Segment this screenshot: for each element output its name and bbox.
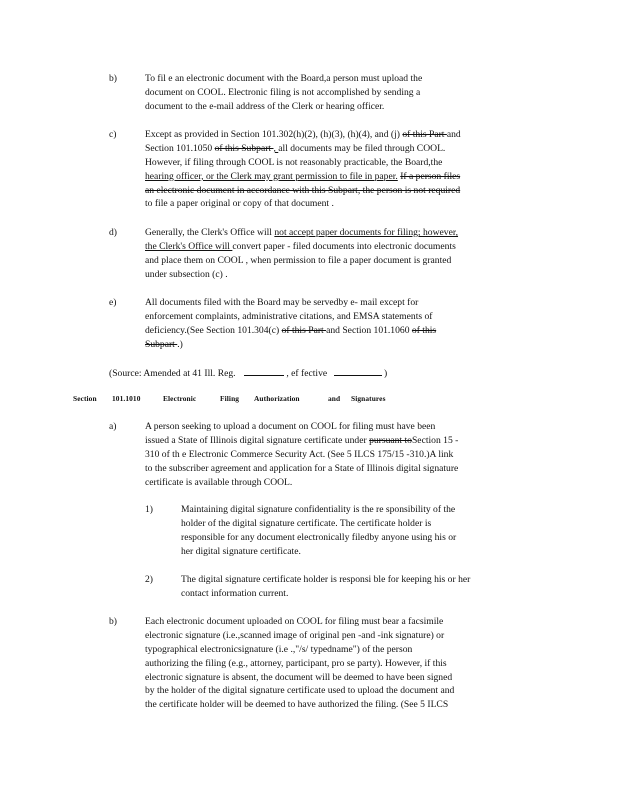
deleted-text: an electronic document in accordance with this Subpart, the person is not required <box>145 184 461 196</box>
text-line <box>145 657 454 671</box>
subsection-text <box>145 615 454 712</box>
text-segment: To fil e an electronic document with the Board,a person must upload the <box>145 73 423 84</box>
text-line <box>145 615 454 629</box>
text-segment: the certificate holder will be deemed to have authorized the filing. (See 5 ILCS <box>145 699 449 711</box>
deleted-text: of this Part <box>402 129 447 140</box>
subsection-text <box>145 420 458 489</box>
text-segment: document on COOL. Electronic filing is not accomplished by sending a <box>145 86 421 98</box>
item-label: b) <box>109 73 117 84</box>
section-title-word: Electronic <box>163 394 197 403</box>
source-middle: , ef fective <box>286 368 328 379</box>
section-word: Section <box>73 394 97 403</box>
item-label: e) <box>109 297 117 308</box>
text-line <box>181 517 456 531</box>
text-line <box>145 86 422 100</box>
text-line <box>145 296 436 310</box>
deleted-text: of this <box>411 324 437 336</box>
text-segment: convert paper - filed documents into electronic documents <box>232 240 456 252</box>
text-segment: electronic signature is absent, the document will be deemed to have been signed <box>145 671 453 683</box>
text-segment: electronic signature (i.e.,scanned image of original pen -and -ink signature) or <box>145 629 445 641</box>
text-segment: her digital signature certificate. <box>181 545 301 557</box>
deleted-text: Subpart <box>145 338 178 350</box>
text-line <box>145 338 436 352</box>
text-segment: holder of the digital signature certificate. The certificate holder is <box>181 517 432 529</box>
text-segment: The digital signature certificate holder is responsi ble for keeping his or her <box>181 574 471 585</box>
text-line <box>145 142 461 156</box>
text-line <box>145 643 454 657</box>
deleted-text: If a person files <box>400 170 461 182</box>
text-segment: 310 of th e Electronic Commerce Security Act. (See 5 ILCS 175/15 -310.)A link <box>145 448 454 460</box>
text-line <box>145 197 461 211</box>
text-segment: authorizing the filing (e.g., attorney, participant, pro se party). However, if this <box>145 657 447 669</box>
text-segment: Each electronic document uploaded on COOL for filing must bear a facsimile <box>145 616 444 627</box>
text-segment: to the subscriber agreement and application for a State of Illinois digital signature <box>145 462 459 474</box>
text-line <box>181 545 456 559</box>
text-line <box>145 434 458 448</box>
text-segment: enforcement complaints, administrative citations, and EMSA statements of <box>145 310 433 322</box>
date-blank <box>244 366 284 376</box>
text-line <box>145 254 458 268</box>
text-segment: typographical electronicsignature (i.e .,"/s/ typedname") of the person <box>145 643 413 655</box>
text-line <box>145 420 458 434</box>
item-text <box>145 226 458 282</box>
subsection-text <box>181 503 456 559</box>
text-segment: Section 101.1050 <box>145 142 215 154</box>
text-line <box>145 128 461 142</box>
item-label: d) <box>109 227 117 238</box>
item-label: c) <box>109 129 117 140</box>
text-segment: to file a paper original or copy of that document . <box>145 198 334 210</box>
text-line <box>145 184 461 198</box>
text-segment: issued a State of Illinois digital signature certificate under <box>145 434 370 446</box>
text-line <box>145 629 454 643</box>
source-note <box>109 366 387 381</box>
text-line <box>145 671 454 685</box>
subsection-label: 1) <box>145 504 153 515</box>
deleted-text: pursuant to <box>369 434 412 446</box>
text-segment: document to the e-mail address of the Clerk or hearing officer. <box>145 100 385 112</box>
section-title-word: Authorization <box>254 394 300 403</box>
text-line <box>145 100 422 114</box>
subsection-text <box>181 573 470 601</box>
text-line <box>181 531 456 545</box>
text-segment: deficiency.(See Section 101.304(c) <box>145 324 282 336</box>
text-segment: All documents filed with the Board may be servedby e- mail except for <box>145 297 419 308</box>
source-prefix: (Source: Amended at 41 Ill. Reg. <box>109 368 236 379</box>
inserted-text: hearing officer, or the Clerk may grant permission to file in paper. <box>145 170 398 182</box>
text-line <box>145 448 458 462</box>
text-line <box>145 170 461 184</box>
inserted-text: the Clerk's Office will <box>145 240 233 252</box>
text-segment: by the holder of the digital signature certificate used to upload the document and <box>145 685 455 697</box>
text-line <box>145 324 436 338</box>
text-segment: Section 15 - <box>411 434 459 446</box>
text-segment: Generally, the Clerk's Office will <box>145 227 275 238</box>
text-segment: under subsection (c) . <box>145 268 228 280</box>
inserted-text: not accept paper documents for filing; however, <box>274 227 459 238</box>
text-segment: responsible for any document electronically filedby anyone using his or <box>181 531 457 543</box>
text-segment: A person seeking to upload a document on COOL for filing must have been <box>145 421 436 432</box>
text-segment: However, if filing through COOL is not reasonably practicable, the Board,the <box>145 156 443 168</box>
item-text <box>145 128 461 211</box>
text-segment: and place them on COOL , when permission to file a paper document is granted <box>145 254 452 266</box>
source-suffix: ) <box>383 368 388 379</box>
text-line <box>145 698 454 712</box>
text-line <box>181 503 456 517</box>
text-segment: .) <box>177 338 183 350</box>
text-segment: all documents may be filed through COOL. <box>278 142 446 154</box>
text-segment: and Section 101.1060 <box>326 324 412 336</box>
subsection-label: 2) <box>145 574 153 585</box>
text-line <box>181 573 470 587</box>
text-segment: Except as provided in Section 101.302(h)(2), (h)(3), (h)(4), and (j) <box>145 129 403 140</box>
section-title-word: and <box>328 394 341 403</box>
text-line <box>145 226 458 240</box>
text-segment: and <box>446 129 461 140</box>
text-segment: certificate is available through COOL. <box>145 476 293 488</box>
text-line <box>145 156 461 170</box>
text-line <box>145 268 458 282</box>
text-segment: Maintaining digital signature confidentiality is the re sponsibility of the <box>181 504 456 515</box>
date-blank <box>334 366 382 376</box>
subsection-label: b) <box>109 616 117 627</box>
text-line <box>145 310 436 324</box>
text-line <box>145 240 458 254</box>
text-segment: contact information current. <box>181 587 289 599</box>
section-number: 101.1010 <box>112 394 141 403</box>
item-text <box>145 72 422 114</box>
section-title-word: Filing <box>220 394 240 403</box>
section-title-word: Signatures <box>351 394 386 403</box>
text-line <box>181 587 470 601</box>
inserted-text: , <box>273 142 279 154</box>
item-text <box>145 296 436 352</box>
text-line <box>145 684 454 698</box>
subsection-label: a) <box>109 421 117 432</box>
text-line <box>145 462 458 476</box>
deleted-text: of this Subpart <box>214 142 274 154</box>
deleted-text: of this Part <box>281 324 327 336</box>
text-line <box>145 72 422 86</box>
text-line <box>145 476 458 490</box>
